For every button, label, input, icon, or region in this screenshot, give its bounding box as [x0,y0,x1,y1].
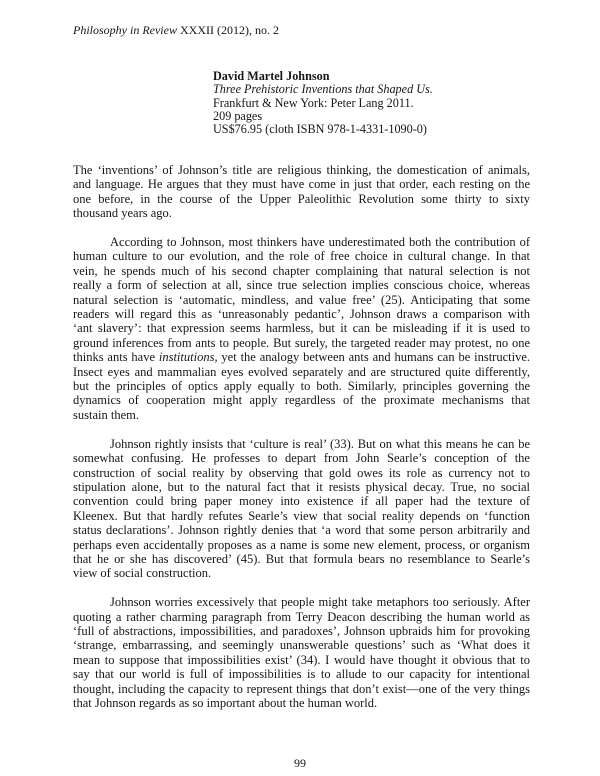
text-line: somewhat confusing. He professes to depart from John Searle’s conception of the [73,451,530,466]
issue-info: XXXII (2012), no. 2 [179,23,279,37]
text-line: Johnson rightly insists that ‘culture is real’ (33). But on what this means he can be [110,436,530,451]
emphasis-text: institutions [158,350,215,365]
text-line: quoting a rather charming paragraph from Terry Deacon describing the human world as [73,609,530,624]
book-price: US$76.95 (cloth ISBN 978-1-4331-1090-0) [213,122,427,137]
running-head [73,23,279,37]
text-line: thousand years ago. [73,206,172,221]
text-segment: , yet the analogy between ants and humans can be instructive. [214,350,531,365]
text-line: status declarations’. Johnson rightly denies that ‘a word that some person arbitrarily and [73,523,530,538]
text-line: thought, including the capacity to represent things that don’t exist—one of the very things [73,681,530,696]
text-line: Johnson worries excessively that people might take metaphors too seriously. After [110,595,530,610]
text-line: that Johnson regards as so important about the human world. [73,695,378,710]
text-line: view of social construction. [73,566,212,581]
text-line: dynamics of cooperation might apply regardless of the proximate mechanisms that [73,393,530,408]
text-line: ‘full of abstractions, impossibilities, and paradoxes’, Johnson upbraids him for provoking [73,623,530,638]
paragraph-2 [73,235,530,422]
review-body [73,163,530,725]
text-line: say that our world is full of impossibilities is to allude to our capacity for intentional [73,667,530,682]
text-line [73,350,530,364]
text-line: ‘strange, embarrassing, and seemingly unanswerable questions’ such as ‘What does it [73,638,530,653]
text-line: one before, in the course of the Upper Paleolithic Revolution some thirty to sixty [73,191,530,206]
book-pages: 209 pages [213,108,263,123]
text-line: human culture to our evolution, and the role of free choice in cultural change. In that [73,249,530,264]
text-line: stipulation alone, but to the natural fact that it resists physical decay. True, no social [73,479,530,494]
text-line: vein, he spends much of his second chapter complaining that natural selection is not [73,263,530,278]
page-number: 99 [294,756,306,770]
book-title: Three Prehistoric Inventions that Shaped Us. [213,82,433,97]
text-line: Insect eyes and mammalian eyes evolved separately and are structured quite differently, [73,364,530,379]
text-line: but the principles of optics apply equally to both. Similarly, principles governing the [73,379,530,394]
text-line: construction of social reality by observing that gold owes its role as currency not to [73,465,530,480]
text-line: mean to suppose that impossibilities exist’ (34). I would have thought it obvious that to [73,652,530,667]
text-line: really a form of selection at all, since true selection implies conscious choice, whereas [73,278,530,293]
paragraph-1 [73,163,530,221]
text-line: perhaps even accidentally proposes as a name is some new element, process, or organism [73,537,530,552]
text-line: ‘ant slavery’: that expression seems harmless, but it can be misleading if it is used to [73,321,530,336]
paragraph-3 [73,437,530,581]
text-line: ground inferences from ants to people. But surely, the targeted reader may protest, no one [73,335,530,350]
text-line: sustain them. [73,407,139,422]
book-citation [213,70,433,136]
text-line: convention could bring paper money into existence if all paper had the texture of [73,494,530,509]
text-line: Kleenex. But that hardly refutes Searle’s view that social reality depends on ‘function [73,508,530,523]
text-line: natural selection is ‘automatic, mindless, and value free’ (25). Anticipating that some [73,292,530,307]
text-line: The ‘inventions’ of Johnson’s title are religious thinking, the domestication of animals, [73,163,530,177]
text-line: According to Johnson, most thinkers have underestimated both the contribution of [110,235,530,250]
text-line: and language. He argues that they must have come in just that order, each resting on the [73,177,530,192]
journal-title: Philosophy in Review [73,23,177,37]
text-line: that he or she has discovered’ (45). But that formula bears no resemblance to Searle’s [73,551,530,566]
book-author: David Martel Johnson [213,69,330,83]
book-publisher: Frankfurt & New York: Peter Lang 2011. [213,95,414,110]
text-segment: thinks ants have [73,350,159,365]
text-line: readers will regard this as ‘unreasonably pedantic’, Johnson draws a comparison with [73,307,530,322]
paragraph-4 [73,595,530,710]
